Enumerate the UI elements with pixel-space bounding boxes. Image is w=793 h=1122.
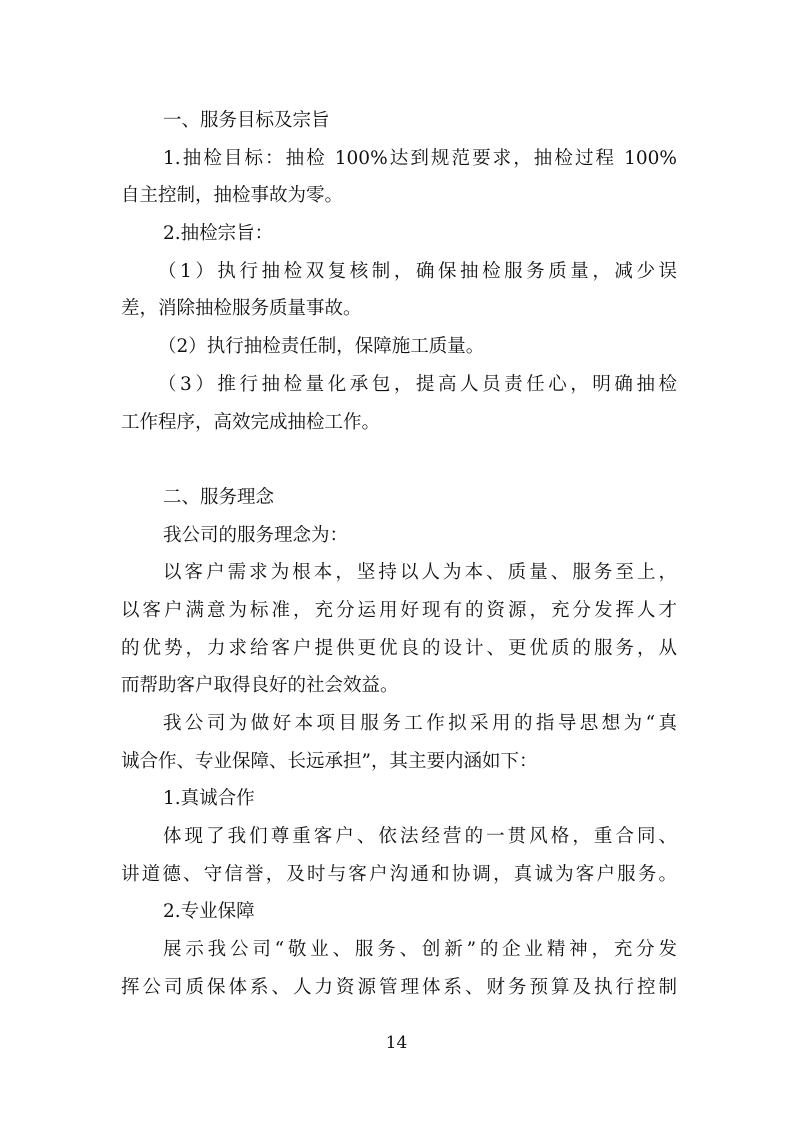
paragraph-line: 展示我公司“敬业、服务、创新”的企业精神，充分发 xyxy=(163,939,677,961)
paragraph-line: 以客户需求为根本，坚持以人为本、质量、服务至上， xyxy=(163,562,677,584)
list-item-title: 2.抽检宗旨： xyxy=(163,223,274,245)
paragraph-line: （1）执行抽检双复核制，确保抽检服务质量，减少误 xyxy=(158,260,677,282)
list-item-title: 1.真诚合作 xyxy=(163,788,255,810)
document-body xyxy=(121,102,677,1007)
paragraph-line: （2）执行抽检责任制，保障施工质量。 xyxy=(158,336,485,358)
paragraph-line: 而帮助客户取得良好的社会效益。 xyxy=(121,675,399,697)
paragraph-line: 诚合作、专业保障、长远承担”，其主要内涵如下： xyxy=(121,750,538,772)
paragraph-line: 工作程序，高效完成抽检工作。 xyxy=(121,411,381,433)
section-heading-service-philosophy: 二、服务理念 xyxy=(163,486,275,508)
paragraph-line: 差，消除抽检服务质量事故。 xyxy=(121,298,362,320)
section-spacer xyxy=(121,441,677,479)
page-number: 14 xyxy=(385,1033,408,1053)
paragraph-line: 讲道德、守信誉，及时与客户沟通和协调，真诚为客户服务。 xyxy=(121,863,677,885)
paragraph-line: 自主控制，抽检事故为零。 xyxy=(121,185,344,207)
paragraph-line: 的优势，力求给客户提供更优良的设计、更优质的服务，从 xyxy=(121,637,677,659)
section-heading-service-goals: 一、服务目标及宗旨 xyxy=(163,110,330,131)
paragraph-line: 体现了我们尊重客户、依法经营的一贯风格，重合同、 xyxy=(163,826,677,848)
paragraph-line: 1.抽检目标：抽检 100%达到规范要求，抽检过程 100% xyxy=(163,147,677,169)
paragraph-line: （3）推行抽检量化承包，提高人员责任心，明确抽检 xyxy=(158,373,677,395)
paragraph-line: 我公司为做好本项目服务工作拟采用的指导思想为“真 xyxy=(163,713,677,734)
paragraph-line: 挥公司质保体系、人力资源管理体系、财务预算及执行控制 xyxy=(121,976,677,998)
list-item-title: 2.专业保障 xyxy=(163,901,255,923)
paragraph-line: 我公司的服务理念为： xyxy=(163,524,349,546)
paragraph-line: 以客户满意为标准，充分运用好现有的资源，充分发挥人才 xyxy=(121,599,677,621)
